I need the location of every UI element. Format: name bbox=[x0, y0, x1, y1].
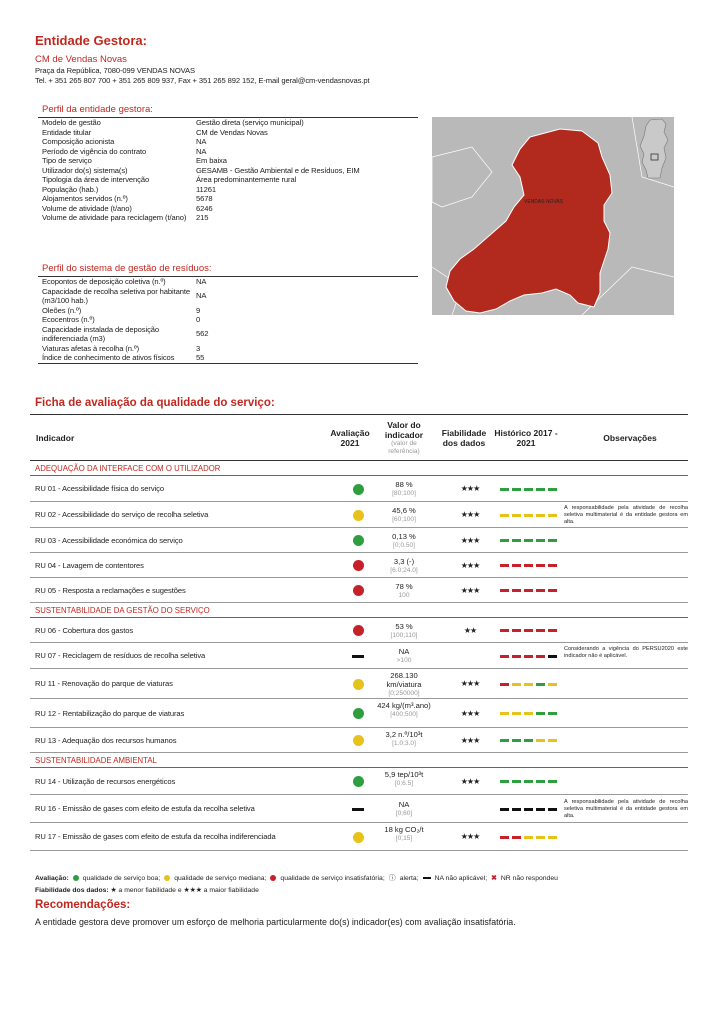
history-segment bbox=[548, 539, 557, 542]
indicator-label: RU 07 - Reciclagem de resíduos de recolha seletiva bbox=[35, 651, 206, 660]
profile-key: Índice de conhecimento de ativos físicos bbox=[42, 353, 175, 362]
reliability-stars: ★★★ bbox=[460, 560, 480, 570]
indicator-value bbox=[375, 480, 433, 498]
legend-medium: qualidade de serviço mediana; bbox=[174, 874, 267, 882]
profile-value: NA bbox=[196, 137, 207, 146]
indicator-value bbox=[375, 506, 433, 524]
indicator-label: RU 02 - Acessibilidade do serviço de recolha seletiva bbox=[35, 510, 209, 519]
profile-value: Gestão direta (serviço municipal) bbox=[196, 118, 304, 127]
history-segment bbox=[524, 514, 533, 517]
value-main: NA bbox=[398, 800, 410, 809]
value-main: 3,3 (-) bbox=[393, 556, 415, 566]
history-segment bbox=[536, 780, 545, 783]
profile-key: Ecocentros (n.º) bbox=[42, 315, 95, 324]
history-segment bbox=[500, 655, 509, 658]
indicators-header bbox=[30, 414, 688, 461]
profile-row bbox=[38, 128, 418, 138]
indicator-label: RU 17 - Emissão de gases com efeito de estufa da recolha indiferenciada bbox=[35, 832, 276, 841]
profile-row bbox=[38, 325, 418, 344]
history-segment bbox=[524, 683, 533, 686]
nr-icon: ✖ bbox=[491, 875, 497, 882]
history-segment bbox=[536, 514, 545, 517]
profile-row bbox=[38, 353, 418, 363]
fiab-legend-text: ★ a menor fiabilidade e ★★★ a maior fiabilidade bbox=[110, 887, 259, 894]
history-segment bbox=[548, 655, 557, 658]
profile-value: 9 bbox=[196, 305, 201, 315]
evaluation-dot-icon bbox=[353, 510, 364, 521]
profile-row bbox=[38, 287, 418, 306]
header-observacoes: Observações bbox=[603, 433, 657, 443]
profile-value: 215 bbox=[196, 213, 209, 222]
history-segment bbox=[500, 564, 509, 567]
value-main: 88 % bbox=[395, 480, 413, 489]
history-segment bbox=[536, 564, 545, 567]
indicator-label: RU 13 - Adequação dos recursos humanos bbox=[35, 735, 177, 745]
indicator-row bbox=[30, 699, 688, 728]
indicator-label: RU 11 - Renovação do parque de viaturas bbox=[35, 679, 173, 688]
entity-address bbox=[35, 66, 369, 86]
history-bars bbox=[500, 655, 557, 658]
profile-value: 0 bbox=[196, 315, 201, 324]
legend-good: qualidade de serviço boa; bbox=[82, 874, 161, 882]
profile-key: Período de vigência do contrato bbox=[42, 146, 147, 156]
value-reference: [6.0;24.0] bbox=[390, 566, 418, 574]
history-segment bbox=[524, 655, 533, 658]
profile-key: Volume de atividade para reciclagem (t/ano) bbox=[42, 213, 187, 222]
history-segment bbox=[548, 808, 557, 811]
history-segment bbox=[536, 836, 545, 839]
history-segment bbox=[500, 739, 509, 742]
history-segment bbox=[512, 808, 521, 811]
value-main: NA bbox=[398, 647, 410, 656]
profile-key: População (hab.) bbox=[42, 184, 99, 194]
history-bars bbox=[500, 683, 557, 686]
evaluation-dot-icon bbox=[353, 625, 364, 636]
profile-row bbox=[38, 277, 418, 287]
legend-red-dot bbox=[270, 875, 276, 881]
history-segment bbox=[548, 514, 557, 517]
history-segment bbox=[548, 683, 557, 686]
reliability-stars: ★★★ bbox=[460, 679, 480, 688]
evaluation-dot-icon bbox=[353, 832, 364, 843]
header-indicador: Indicador bbox=[36, 433, 75, 443]
profile-key: Modelo de gestão bbox=[42, 118, 101, 127]
indicator-value bbox=[375, 647, 433, 665]
history-segment bbox=[500, 629, 509, 632]
profile-value: GESAMB - Gestão Ambiental e de Resíduos, EIM bbox=[196, 165, 360, 175]
history-segment bbox=[512, 683, 521, 686]
history-bars bbox=[500, 539, 557, 542]
indicator-value bbox=[375, 770, 433, 788]
history-segment bbox=[524, 488, 533, 491]
contacts-line: Tel. + 351 265 807 700 + 351 265 809 937, Fax + 351 265 892 152, E-mail geral@cm-vendasnovas.pt bbox=[35, 76, 370, 85]
value-main: 18 kg CO₂/t bbox=[384, 825, 424, 834]
profile-key: Entidade titular bbox=[42, 127, 92, 137]
history-segment bbox=[548, 780, 557, 783]
profile-row bbox=[38, 156, 418, 166]
legend-nr: NR não respondeu bbox=[500, 874, 558, 882]
history-segment bbox=[524, 780, 533, 783]
profile-value: CM de Vendas Novas bbox=[196, 127, 268, 137]
evaluation-legend bbox=[35, 873, 558, 883]
recomendacoes-title: Recomendações: bbox=[35, 899, 131, 911]
profile-row bbox=[38, 344, 418, 354]
profile-row bbox=[38, 306, 418, 316]
reliability-stars: ★★ bbox=[463, 625, 477, 635]
history-segment bbox=[524, 836, 533, 839]
indicator-value bbox=[375, 671, 433, 698]
category-header: SUSTENTABILIDADE DA GESTÃO DO SERVIÇO bbox=[30, 603, 688, 618]
history-segment bbox=[512, 655, 521, 658]
profile-row bbox=[38, 166, 418, 176]
indicator-row bbox=[30, 553, 688, 578]
history-segment bbox=[548, 564, 557, 567]
history-segment bbox=[524, 739, 533, 742]
legend-green-dot bbox=[73, 875, 79, 881]
reliability-stars: ★★★ bbox=[460, 708, 480, 718]
history-bars bbox=[500, 514, 557, 517]
indicator-row bbox=[30, 528, 688, 553]
profile-value: NA bbox=[196, 277, 207, 286]
reliability-stars: ★★★ bbox=[460, 484, 480, 493]
indicator-label: RU 16 - Emissão de gases com efeito de estufa da recolha seletiva bbox=[35, 804, 255, 813]
indicator-row bbox=[30, 823, 688, 851]
value-reference: [0;60] bbox=[395, 810, 413, 817]
history-segment bbox=[512, 514, 521, 517]
profile-value: 3 bbox=[196, 343, 201, 353]
indicator-value bbox=[375, 557, 433, 575]
history-segment bbox=[536, 655, 545, 658]
indicator-value bbox=[375, 730, 433, 748]
value-main: 3,2 n.º/10³t bbox=[385, 730, 423, 739]
map-label: VENDAS NOVAS bbox=[524, 199, 564, 205]
value-reference: [0;15] bbox=[395, 835, 413, 842]
category-header: SUSTENTABILIDADE AMBIENTAL bbox=[30, 753, 688, 768]
history-segment bbox=[500, 836, 509, 839]
perfil-entidade-title: Perfil da entidade gestora: bbox=[42, 104, 153, 115]
reliability-stars: ★★★ bbox=[460, 832, 480, 841]
evaluation-dot-icon bbox=[353, 484, 364, 495]
history-segment bbox=[512, 564, 521, 567]
history-segment bbox=[524, 712, 533, 715]
evaluation-dot-icon bbox=[353, 560, 364, 571]
profile-value: Área predominantemente rural bbox=[196, 175, 297, 184]
history-bars bbox=[500, 712, 557, 715]
history-segment bbox=[548, 589, 557, 592]
value-reference: [0;250000] bbox=[388, 690, 420, 697]
recomendacoes-text: A entidade gestora deve promover um esforço de melhoria particularmente do(s) indicador(es) com avaliação insatisfatória. bbox=[35, 917, 516, 927]
indicator-value bbox=[375, 825, 433, 843]
history-bars bbox=[500, 629, 557, 632]
indicator-row bbox=[30, 728, 688, 753]
header-valor-label: Valor do indicador bbox=[384, 420, 424, 440]
value-main: 268.130 km/viatura bbox=[386, 671, 422, 689]
portugal-inset-map bbox=[636, 118, 676, 180]
profile-key: Tipo de serviço bbox=[42, 156, 92, 165]
observation-text: A responsabilidade pela atividade de recolha seletiva multimaterial é da entidade gestora em alta. bbox=[564, 799, 688, 819]
observation-text: A responsabilidade pela atividade de recolha seletiva multimaterial é da entidade gestora em alta. bbox=[564, 505, 688, 525]
profile-value: NA bbox=[196, 291, 207, 301]
reliability-stars: ★★★ bbox=[460, 535, 480, 545]
profile-row bbox=[38, 175, 418, 185]
value-reference: [80;100] bbox=[392, 490, 416, 497]
indicator-label: RU 03 - Acessibilidade económica do serviço bbox=[35, 535, 183, 545]
history-segment bbox=[524, 564, 533, 567]
history-segment bbox=[536, 683, 545, 686]
profile-key: Utilizador do(s) sistema(s) bbox=[42, 165, 128, 175]
history-segment bbox=[524, 629, 533, 632]
history-bars bbox=[500, 739, 557, 742]
indicator-label: RU 14 - Utilização de recursos energéticos bbox=[35, 776, 176, 786]
history-segment bbox=[548, 488, 557, 491]
municipality-shape bbox=[446, 129, 612, 313]
entity-name: CM de Vendas Novas bbox=[35, 54, 127, 65]
profile-value: Em baixa bbox=[196, 156, 227, 165]
profile-row bbox=[38, 204, 418, 214]
na-dash-icon bbox=[352, 808, 364, 811]
ficha-title: Ficha de avaliação da qualidade do serviço: bbox=[35, 397, 275, 409]
header-valor bbox=[375, 420, 433, 456]
indicator-label: RU 04 - Lavagem de contentores bbox=[35, 560, 144, 570]
header-historico: Histórico 2017 - 2021 bbox=[494, 428, 558, 448]
history-segment bbox=[500, 683, 509, 686]
evaluation-dot-icon bbox=[353, 776, 364, 787]
profile-row bbox=[38, 118, 418, 128]
profile-key: Composição acionista bbox=[42, 137, 115, 146]
history-segment bbox=[500, 780, 509, 783]
profile-value: 55 bbox=[196, 353, 205, 362]
value-reference: [0;6.5] bbox=[394, 780, 414, 787]
indicator-value bbox=[375, 582, 433, 600]
history-bars bbox=[500, 564, 557, 567]
history-segment bbox=[536, 488, 545, 491]
indicator-row bbox=[30, 502, 688, 528]
value-reference: >100 bbox=[396, 657, 412, 664]
indicator-row bbox=[30, 476, 688, 502]
value-reference: [100;110] bbox=[390, 631, 418, 639]
evaluation-dot-icon bbox=[353, 708, 364, 719]
history-segment bbox=[500, 539, 509, 542]
profile-row bbox=[38, 147, 418, 157]
history-bars bbox=[500, 589, 557, 592]
value-main: 78 % bbox=[395, 581, 413, 591]
history-segment bbox=[500, 808, 509, 811]
profile-key: Volume de atividade (t/ano) bbox=[42, 203, 132, 213]
legend-na: NA não aplicável; bbox=[434, 874, 488, 882]
fiab-legend-label: Fiabilidade dos dados: bbox=[35, 887, 109, 894]
indicator-value bbox=[375, 622, 433, 640]
indicator-value bbox=[375, 532, 433, 550]
value-main: 0,13 % bbox=[392, 531, 416, 541]
history-segment bbox=[500, 712, 509, 715]
indicators-table bbox=[30, 414, 688, 851]
history-segment bbox=[548, 712, 557, 715]
header-avaliacao: Avaliação 2021 bbox=[330, 428, 370, 448]
history-segment bbox=[512, 589, 521, 592]
history-segment bbox=[536, 712, 545, 715]
value-reference: [0;0.50] bbox=[393, 541, 415, 549]
value-main: 53 % bbox=[395, 621, 413, 631]
value-main: 45,6 % bbox=[392, 506, 416, 515]
profile-key: Viaturas afetas à recolha (n.º) bbox=[42, 343, 140, 353]
indicator-row bbox=[30, 643, 688, 669]
history-segment bbox=[512, 712, 521, 715]
history-segment bbox=[524, 539, 533, 542]
fiabilidade-legend bbox=[35, 886, 259, 894]
profile-row bbox=[38, 137, 418, 147]
history-segment bbox=[536, 739, 545, 742]
history-segment bbox=[512, 629, 521, 632]
reliability-stars: ★★★ bbox=[460, 510, 480, 519]
indicator-label: RU 01 - Acessibilidade física do serviço bbox=[35, 484, 164, 493]
profile-value: 562 bbox=[196, 329, 209, 339]
legend-bad: qualidade de serviço insatisfatória; bbox=[280, 874, 385, 882]
reliability-stars: ★★★ bbox=[460, 776, 480, 786]
history-segment bbox=[512, 488, 521, 491]
history-segment bbox=[512, 739, 521, 742]
history-segment bbox=[548, 629, 557, 632]
profile-key: Ecopontos de deposição coletiva (n.º) bbox=[42, 277, 166, 286]
na-dash-icon bbox=[352, 655, 364, 658]
indicator-label: RU 12 - Rentabilização do parque de viaturas bbox=[35, 708, 185, 718]
profile-value: 6246 bbox=[196, 203, 213, 213]
history-segment bbox=[512, 836, 521, 839]
profile-value: 11261 bbox=[196, 184, 217, 194]
value-reference: [1.0;3.0] bbox=[392, 740, 416, 747]
history-segment bbox=[524, 808, 533, 811]
legend-na-dash bbox=[423, 877, 431, 879]
history-bars bbox=[500, 488, 557, 491]
perfil-entidade-table bbox=[38, 117, 418, 223]
history-segment bbox=[536, 629, 545, 632]
indicator-value bbox=[375, 800, 433, 818]
history-segment bbox=[512, 539, 521, 542]
history-bars bbox=[500, 808, 557, 811]
value-reference: 100 bbox=[398, 591, 410, 599]
profile-row bbox=[38, 213, 418, 223]
indicator-row bbox=[30, 578, 688, 603]
profile-row bbox=[38, 185, 418, 195]
perfil-sistema-title: Perfil do sistema de gestão de resíduos: bbox=[42, 263, 212, 274]
profile-key: Tipologia da área de intervenção bbox=[42, 175, 150, 184]
header-valor-sub: (valor de referência) bbox=[388, 440, 420, 455]
value-main: 424 kg/(m³.ano) bbox=[377, 701, 431, 710]
legend-alert: alerta; bbox=[399, 874, 419, 882]
profile-key: Capacidade instalada de deposição indiferenciada (m3) bbox=[42, 324, 160, 343]
history-segment bbox=[500, 589, 509, 592]
alert-icon: ⓘ bbox=[388, 875, 396, 882]
header-title: Entidade Gestora: bbox=[35, 33, 147, 48]
history-segment bbox=[536, 589, 545, 592]
indicator-label: RU 06 - Cobertura dos gastos bbox=[35, 625, 134, 635]
indicator-row bbox=[30, 669, 688, 699]
profile-key: Capacidade de recolha seletiva por habitante (m3/100 hab.) bbox=[42, 286, 191, 305]
history-segment bbox=[524, 589, 533, 592]
history-segment bbox=[548, 836, 557, 839]
indicator-row bbox=[30, 795, 688, 823]
indicator-row bbox=[30, 618, 688, 643]
profile-key: Oleões (n.º) bbox=[42, 305, 82, 315]
history-bars bbox=[500, 836, 557, 839]
header-fiabilidade: Fiabilidade dos dados bbox=[441, 428, 487, 448]
evaluation-dot-icon bbox=[353, 735, 364, 746]
reliability-stars: ★★★ bbox=[460, 585, 480, 595]
value-reference: [60;100] bbox=[392, 516, 416, 523]
legend-label: Avaliação: bbox=[35, 874, 69, 882]
profile-row bbox=[38, 194, 418, 204]
profile-row bbox=[38, 315, 418, 325]
indicator-row bbox=[30, 768, 688, 795]
category-header: ADEQUAÇÃO DA INTERFACE COM O UTILIZADOR bbox=[30, 461, 688, 476]
perfil-sistema-table bbox=[38, 276, 418, 364]
observation-text: Considerando a vigência do PERSU2020 este indicador não é aplicável. bbox=[564, 646, 688, 659]
evaluation-dot-icon bbox=[353, 585, 364, 596]
evaluation-dot-icon bbox=[353, 535, 364, 546]
history-segment bbox=[500, 488, 509, 491]
indicator-label: RU 05 - Resposta a reclamações e sugestões bbox=[35, 585, 186, 595]
history-segment bbox=[548, 739, 557, 742]
profile-value: NA bbox=[196, 146, 207, 156]
value-reference: [400;500] bbox=[390, 711, 418, 718]
history-segment bbox=[512, 780, 521, 783]
history-segment bbox=[536, 539, 545, 542]
history-segment bbox=[500, 514, 509, 517]
address-line: Praça da República, 7080-099 VENDAS NOVAS bbox=[35, 66, 195, 75]
reliability-stars: ★★★ bbox=[460, 735, 480, 745]
history-segment bbox=[536, 808, 545, 811]
indicator-value bbox=[375, 701, 433, 719]
profile-key: Alojamentos servidos (n.º) bbox=[42, 194, 128, 203]
legend-yellow-dot bbox=[164, 875, 170, 881]
history-bars bbox=[500, 780, 557, 783]
evaluation-dot-icon bbox=[353, 679, 364, 690]
profile-value: 5678 bbox=[196, 194, 213, 203]
value-main: 5,9 tep/10³t bbox=[384, 770, 424, 779]
